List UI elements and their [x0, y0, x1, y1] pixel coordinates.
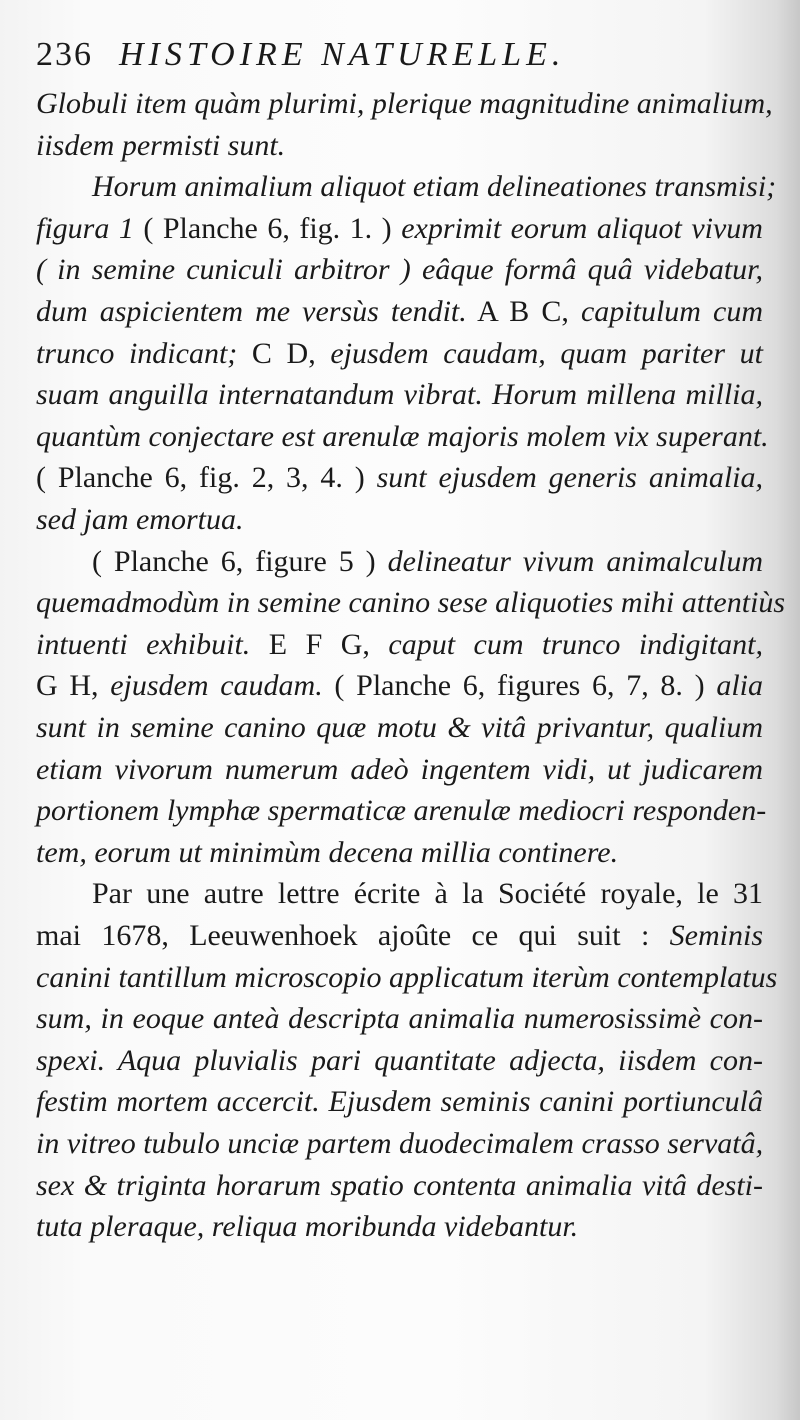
- text-line: [36, 500, 763, 540]
- text-segment: alia: [716, 669, 763, 703]
- text-line: [36, 666, 763, 706]
- text-segment: Par une autre lettre écrite à la Société royale, le 31: [92, 877, 763, 911]
- text-line: [36, 209, 763, 249]
- text-segment: E F G,: [250, 627, 389, 661]
- text-line: [36, 625, 763, 665]
- page-header: [36, 36, 730, 80]
- text-segment: sex & triginta horarum spatio contenta animalia vitâ desti-: [36, 1168, 763, 1202]
- text-segment: portionem lymphæ spermaticæ arenulæ mediocri responden-: [36, 794, 767, 828]
- text-line: [36, 708, 763, 748]
- text-segment: spexi. Aqua pluvialis pari quantitate adjecta, iisdem con-: [36, 1043, 763, 1077]
- page-number: 236: [36, 36, 93, 73]
- text-segment: sum, in eoque anteà descripta animalia numerosissimè con-: [36, 1002, 763, 1036]
- text-line: [36, 292, 763, 332]
- text-line: [36, 250, 763, 290]
- text-line: [36, 167, 777, 207]
- text-segment: iisdem permisti sunt.: [36, 128, 286, 162]
- text-segment: sunt in semine canino quæ motu & vitâ privantur, qualium: [36, 711, 763, 744]
- text-segment: ( in semine cuniculi arbitror ) eâque formâ quâ videbatur,: [36, 253, 763, 287]
- text-segment: quantùm conjectare est arenulæ majoris molem vix superant.: [36, 419, 769, 453]
- text-segment: G H,: [36, 669, 111, 703]
- text-segment: Globuli item quàm plurimi, plerique magnitudine animalium,: [36, 87, 773, 120]
- text-segment: quemadmodùm in semine canino sese aliquoties mihi attentiùs: [36, 586, 786, 620]
- text-segment: A B C,: [466, 295, 581, 328]
- text-line: [36, 84, 773, 124]
- text-segment: ( Planche 6, figure 5 ): [92, 544, 388, 578]
- text-line: [36, 375, 763, 415]
- text-line: [36, 1082, 763, 1122]
- text-line: [36, 126, 763, 166]
- text-line: [36, 999, 763, 1039]
- text-line: [36, 1041, 763, 1081]
- text-segment: caput cum trunco indigitant,: [388, 627, 763, 661]
- text-segment: capitulum cum: [580, 295, 764, 328]
- text-segment: in vitreo tubulo unciæ partem duodecimalem crasso servatâ,: [36, 1127, 764, 1160]
- text-segment: ejusdem caudam, quam pariter ut: [330, 336, 764, 370]
- text-segment: canini tantillum microscopio applicatum iterùm contemplatus: [36, 960, 778, 994]
- text-segment: ( Planche 6, fig. 2, 3, 4. ): [36, 461, 377, 495]
- text-segment: delineatur vivum animalculum: [387, 544, 764, 578]
- text-line: [36, 583, 786, 623]
- text-segment: suam anguilla internatandum vibrat. Horum millena millia,: [36, 378, 763, 412]
- text-segment: dum aspicientem me versùs tendit.: [36, 295, 467, 328]
- text-segment: ( Planche 6, fig. 1. ): [133, 211, 402, 245]
- text-segment: festim mortem accercit. Ejusdem seminis canini portiunculâ: [36, 1085, 763, 1119]
- text-segment: Horum animalium aliquot etiam delineationes transmisi;: [92, 170, 777, 204]
- text-line: [36, 833, 763, 873]
- text-line: [36, 458, 763, 498]
- text-segment: C D,: [237, 336, 331, 370]
- text-segment: trunco indicant;: [36, 336, 238, 370]
- text-line: [36, 916, 763, 956]
- text-line: [36, 1166, 763, 1206]
- text-line: [36, 542, 763, 582]
- text-line: [36, 958, 778, 998]
- text-segment: ( Planche 6, figures 6, 7, 8. ): [322, 669, 717, 703]
- text-line: [36, 334, 763, 374]
- text-line: [36, 417, 769, 457]
- text-line: [36, 874, 763, 914]
- running-title: HISTOIRE NATURELLE.: [119, 36, 566, 73]
- text-segment: sunt ejusdem generis animalia,: [376, 461, 763, 495]
- text-segment: tuta pleraque, reliqua moribunda videbantur.: [36, 1210, 579, 1244]
- text-segment: Seminis: [669, 919, 763, 952]
- text-segment: figura 1: [36, 211, 134, 245]
- text-segment: tem, eorum ut minimùm decena millia continere.: [36, 835, 619, 869]
- text-line: [36, 1207, 763, 1247]
- text-line: [36, 750, 763, 790]
- text-segment: etiam vivorum numerum adeò ingentem vidi, ut judicarem: [36, 752, 763, 786]
- text-segment: ejusdem caudam.: [110, 669, 323, 703]
- text-line: [36, 791, 767, 831]
- text-segment: intuenti exhibuit.: [36, 627, 251, 661]
- text-segment: mai 1678, Leeuwenhoek ajoûte ce qui suit :: [36, 919, 670, 952]
- text-line: [36, 1124, 763, 1164]
- text-segment: exprimit eorum aliquot vivum: [401, 211, 763, 245]
- text-segment: sed jam emortua.: [36, 503, 244, 536]
